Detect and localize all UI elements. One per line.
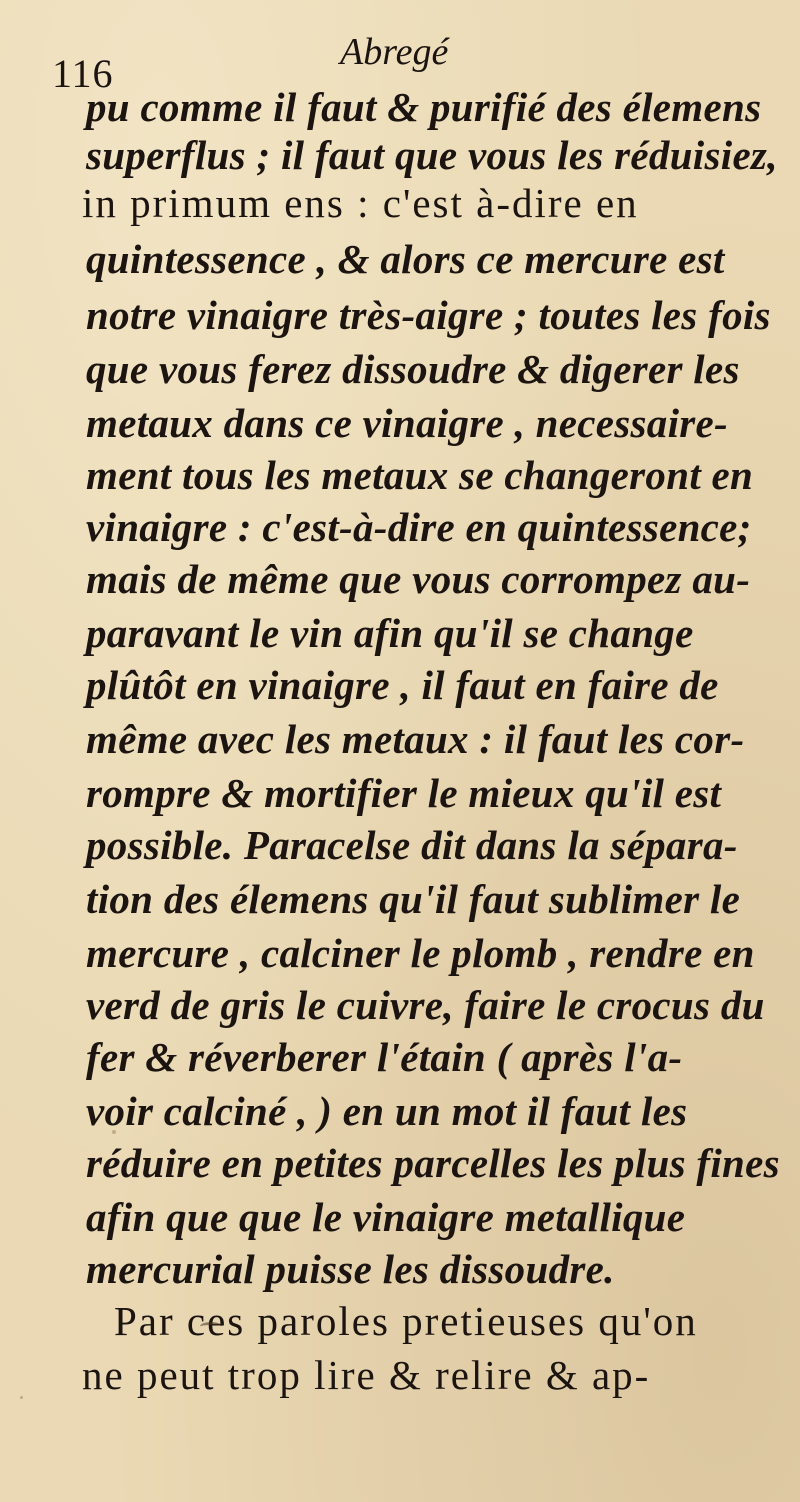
text-line: paravant le vin afin qu'il se change	[86, 610, 694, 656]
text-line: metaux dans ce vinaigre , necessaire-	[86, 400, 728, 446]
text-line: même avec les metaux : il faut les cor-	[86, 716, 745, 762]
text-line: plûtôt en vinaigre , il faut en faire de	[86, 662, 719, 708]
text-line: rompre & mortifier le mieux qu'il est	[86, 770, 722, 816]
text-line: afin que que le vinaigre metallique	[86, 1194, 686, 1240]
text-line: ne peut trop lire & relire & ap-	[82, 1352, 651, 1398]
text-line: superflus ; il faut que vous les réduisiez,	[86, 132, 778, 178]
running-head: Abregé	[340, 31, 449, 73]
text-line: Par ces paroles pretieuses qu'on	[114, 1298, 698, 1344]
text-line: notre vinaigre très-aigre ; toutes les fois	[86, 292, 771, 338]
text-line: possible. Paracelse dit dans la sépara-	[86, 822, 738, 868]
text-line: ment tous les metaux se changeront en	[86, 452, 754, 498]
text-line: vinaigre : c'est-à-dire en quintessence;	[86, 504, 752, 550]
text-line: voir calciné , ) en un mot il faut les	[86, 1088, 688, 1134]
page-number: 116	[52, 51, 114, 96]
ink-spot	[20, 1396, 23, 1399]
text-line: mais de même que vous corrompez au-	[86, 556, 751, 602]
text-line: fer & réverberer l'étain ( après l'a-	[86, 1034, 683, 1080]
text-line: mercure , calciner le plomb , rendre en	[86, 930, 755, 976]
text-line: in primum ens : c'est à-dire en	[82, 180, 639, 226]
text-line: pu comme il faut & purifié des élemens	[86, 84, 762, 130]
text-line: quintessence , & alors ce mercure est	[86, 236, 725, 282]
text-line: réduire en petites parcelles les plus fines	[86, 1140, 780, 1186]
smudge-mark	[200, 1322, 222, 1331]
text-line: que vous ferez dissoudre & digerer les	[86, 346, 740, 392]
text-line: mercurial puisse les dissoudre.	[86, 1246, 615, 1292]
ink-spot	[112, 1130, 116, 1134]
text-line: verd de gris le cuivre, faire le crocus du	[86, 982, 765, 1028]
text-line: tion des élemens qu'il faut sublimer le	[86, 876, 741, 922]
